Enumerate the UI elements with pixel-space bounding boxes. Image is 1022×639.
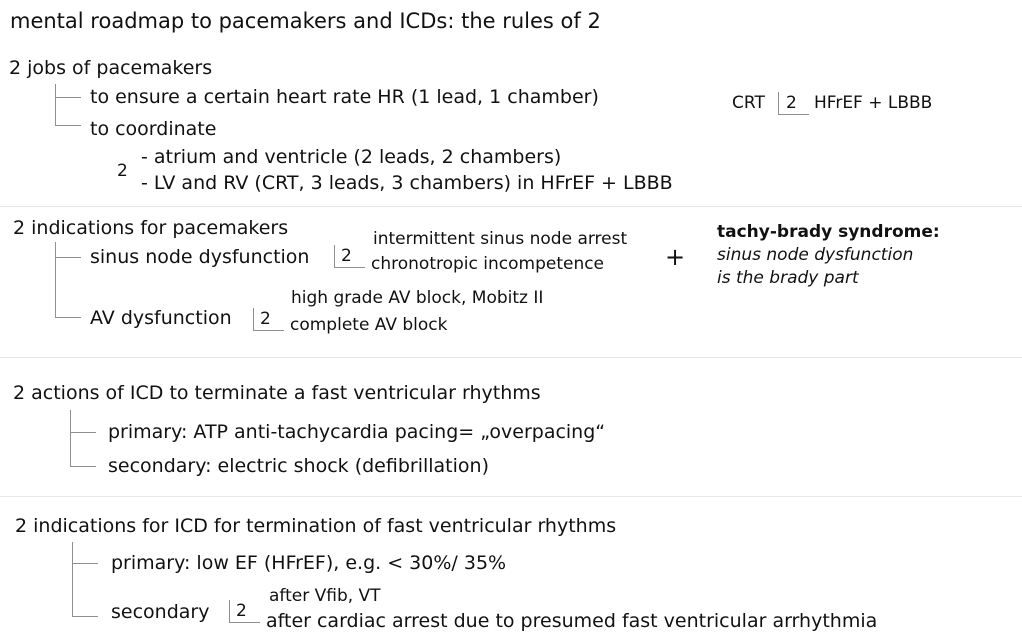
section3-tree-trunk [70, 410, 71, 466]
section2-item-sinus-node: sinus node dysfunction [90, 246, 310, 268]
section2-item-av-dysfunction: AV dysfunction [90, 307, 232, 329]
secondary-sub-vfib: after Vfib, VT [269, 586, 381, 606]
section1-sub-lv-rv: - LV and RV (CRT, 3 leads, 3 chambers) in HFrEF + LBBB [141, 172, 673, 194]
section2-heading: 2 indications for pacemakers [13, 217, 289, 239]
divider-1 [0, 206, 1022, 207]
section3-item-shock: secondary: electric shock (defibrillation) [108, 455, 489, 477]
section1-sub-count: 2 [117, 161, 128, 181]
section1-tree-trunk [55, 84, 56, 126]
section1-sub-atrium-ventricle: - atrium and ventricle (2 leads, 2 chambers) [141, 146, 562, 168]
divider-2 [0, 357, 1022, 358]
section2-branch-1 [55, 257, 81, 258]
page-title: mental roadmap to pacemakers and ICDs: the rules of 2 [10, 9, 601, 33]
section3-heading: 2 actions of ICD to terminate a fast ventricular rhythms [13, 382, 541, 404]
tachy-brady-title: tachy-brady syndrome: [717, 222, 940, 242]
section1-item-heart-rate: to ensure a certain heart rate HR (1 lead, 1 chamber) [90, 86, 599, 108]
section4-item-low-ef: primary: low EF (HFrEF), e.g. < 30%/ 35% [111, 552, 507, 574]
secondary-count: 2 [236, 601, 247, 621]
section4-branch-2 [72, 616, 98, 617]
section1-heading: 2 jobs of pacemakers [9, 57, 213, 79]
sinus-node-sub-chronotropic: chronotropic incompetence [371, 254, 605, 274]
secondary-sub-cardiac-arrest: after cardiac arrest due to presumed fast ventricular arrhythmia [266, 610, 878, 632]
tachy-brady-line-1: sinus node dysfunction [717, 245, 914, 265]
tachy-brady-line-2: is the brady part [717, 268, 859, 288]
crt-count: 2 [786, 93, 797, 113]
crt-label: CRT [732, 93, 765, 113]
divider-3 [0, 496, 1022, 497]
av-dysfunction-sub-complete: complete AV block [290, 315, 448, 335]
av-dysfunction-count: 2 [260, 309, 271, 329]
section1-branch-2 [55, 125, 81, 126]
section2-tree-trunk [55, 242, 56, 317]
section4-heading: 2 indications for ICD for termination of fast ventricular rhythms [15, 515, 617, 537]
section3-branch-2 [70, 466, 96, 467]
plus-sign: + [665, 243, 686, 271]
section3-branch-1 [70, 432, 96, 433]
av-dysfunction-sub-high-grade: high grade AV block, Mobitz II [291, 288, 544, 308]
section3-item-atp: primary: ATP anti-tachycardia pacing= „overpacing“ [108, 421, 606, 443]
sinus-node-count: 2 [341, 246, 352, 266]
sinus-node-sub-arrest: intermittent sinus node arrest [373, 229, 628, 249]
section2-branch-2 [55, 317, 81, 318]
section4-item-secondary: secondary [111, 601, 210, 623]
section4-tree-trunk [72, 542, 73, 617]
section1-item-coordinate: to coordinate [90, 118, 217, 140]
crt-indication: HFrEF + LBBB [814, 93, 933, 113]
section4-branch-1 [72, 563, 98, 564]
section1-branch-1 [55, 97, 81, 98]
